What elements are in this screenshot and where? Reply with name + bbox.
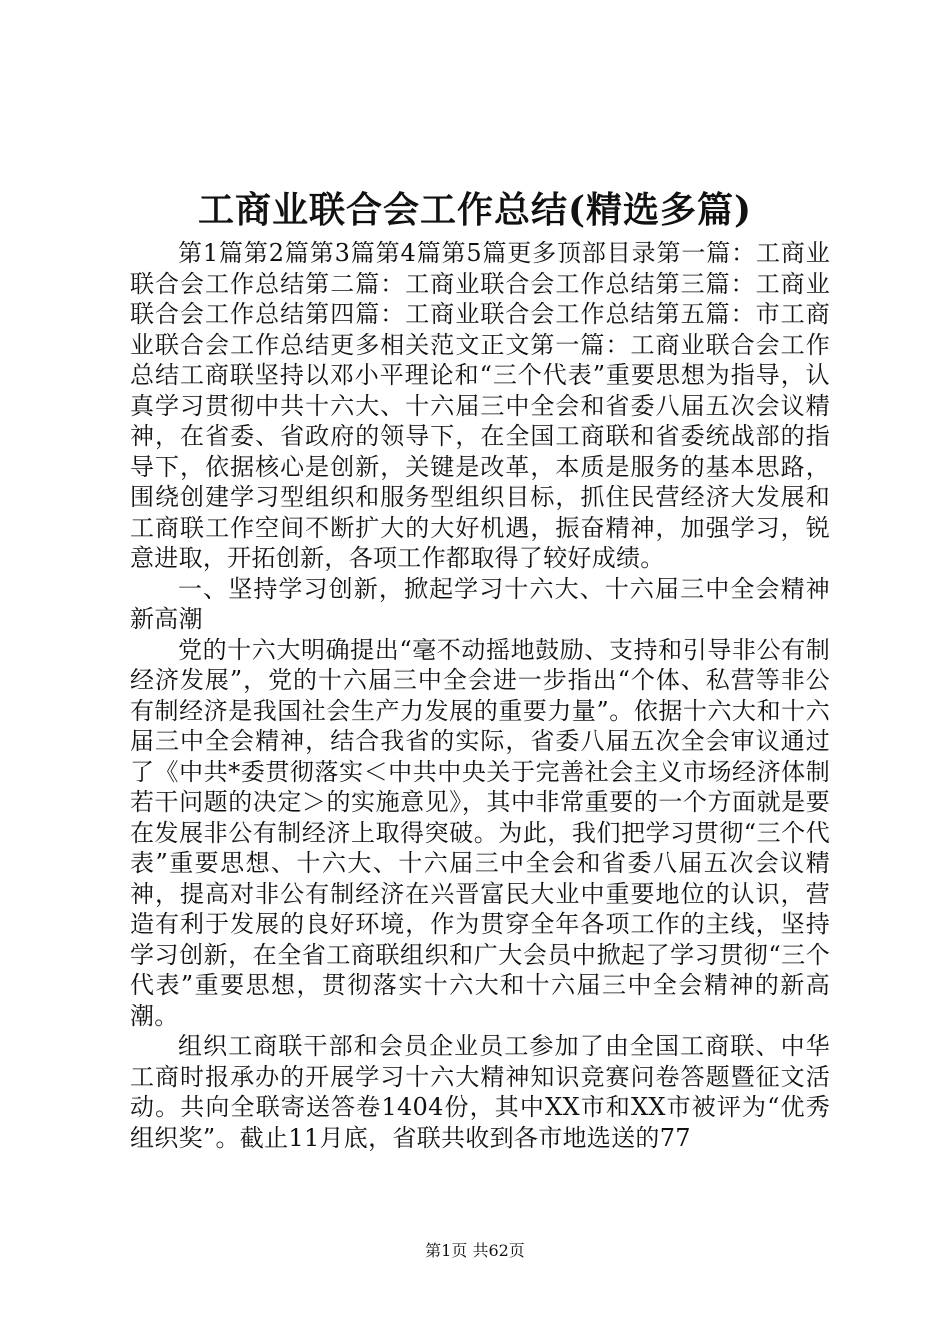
document-body xyxy=(130,238,830,1153)
document-title: 工商业联合会工作总结(精选多篇) xyxy=(197,189,753,231)
paragraph-section-1: 党的十六大明确提出“毫不动摇地鼓励、支持和引导非公有制经济发展”，党的十六届三中全会进一步指出“个体、私营等非公有制经济是我国社会生产力发展的重要力量”。依据十六大和十六届三中全会精神，结合我省的实际，省委八届五次全会审议通过了《中共*委贯彻落实＜中共中央关于完善社会主义市场经济体制若干问题的决定＞的实施意见》，其中非常重要的一个方面就是要在发展非公有制经济上取得突破。为此，我们把学习贯彻“三个代表”重要思想、十六大、十六届三中全会和省委八届五次会议精神，提高对非公有制经济在兴晋富民大业中重要地位的认识，营造有利于发展的良好环境，作为贯穿全年各项工作的主线，坚持学习创新，在全省工商联组织和广大会员中掀起了学习贯彻“三个代表”重要思想，贯彻落实十六大和十六届三中全会精神的新高潮。 xyxy=(130,635,830,1030)
paragraph-contest: 组织工商联干部和会员企业员工参加了由全国工商联、中华工商时报承办的开展学习十六大精神知识竞赛问卷答题暨征文活动。共向全联寄送答卷1404份，其中XX市和XX市被评为“优秀组织奖”。截止11月底，省联共收到各市地选送的77 xyxy=(130,1032,830,1152)
paragraph-intro: 第1篇第2篇第3篇第4篇第5篇更多顶部目录第一篇：工商业联合会工作总结第二篇：工商业联合会工作总结第三篇：工商业联合会工作总结第四篇：工商业联合会工作总结第五篇：市工商业联合会工作总结更多相关范文正文第一篇：工商业联合会工作总结工商联坚持以邓小平理论和“三个代表”重要思想为指导，认真学习贯彻中共十六大、十六届三中全会和省委八届五次会议精神，在省委、省政府的领导下，在全国工商联和省委统战部的指导下，依据核心是创新，关键是改革，本质是服务的基本思路，围绕创建学习型组织和服务型组织目标，抓住民营经济大发展和工商联工作空间不断扩大的大好机遇，振奋精神，加强学习，锐意进取，开拓创新，各项工作都取得了较好成绩。 xyxy=(130,239,830,572)
page-number-footer: 第1页 共62页 xyxy=(425,1241,525,1260)
section-heading-1: 一、坚持学习创新，掀起学习十六大、十六届三中全会精神新高潮 xyxy=(130,574,830,633)
